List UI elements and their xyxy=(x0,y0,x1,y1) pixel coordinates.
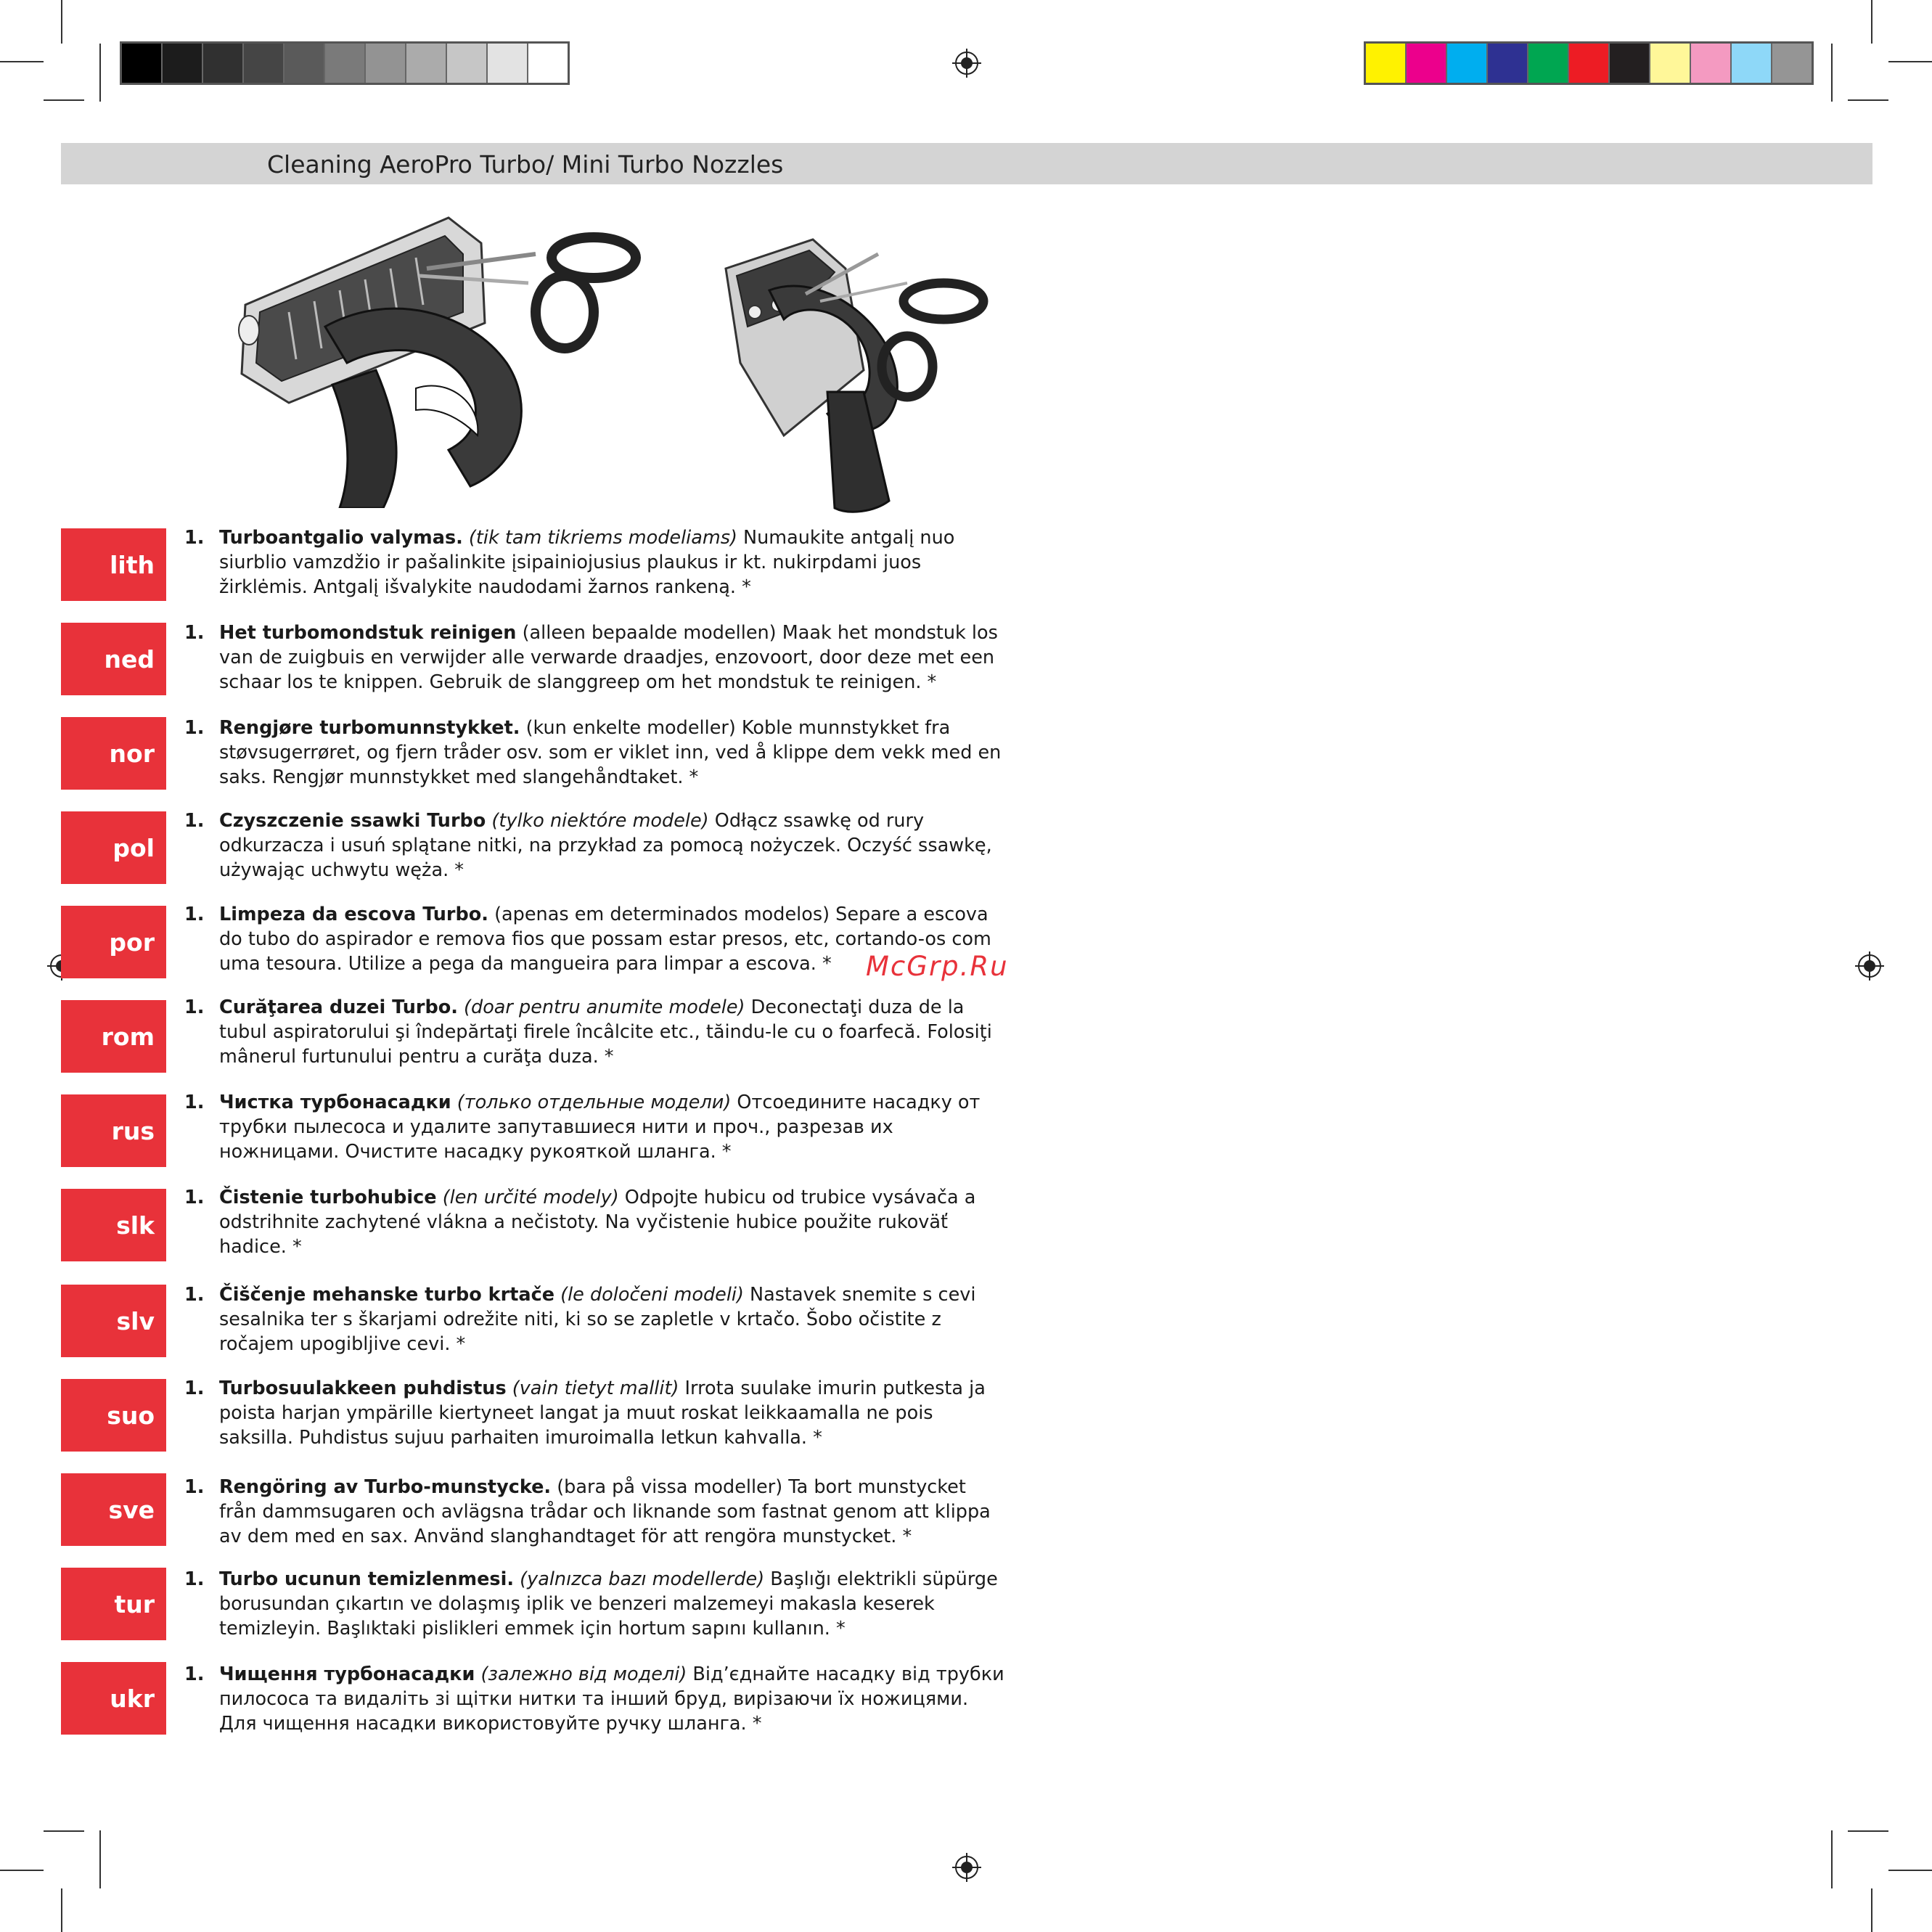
language-code: ukr xyxy=(110,1684,155,1713)
step-number: 1. xyxy=(184,810,205,832)
registration-mark-icon xyxy=(952,1853,981,1882)
instruction-text: Başlığı elektrikli süpürge borusundan çıkartın ve dolaşmış iplik ve benzeri malzemeyi makasla keserek temizleyin. Başlıktaki pislikleri emmek için hortum sapını kullanın. * xyxy=(219,1568,998,1640)
color-swatch xyxy=(1366,44,1407,83)
language-tab-sve xyxy=(61,1473,166,1546)
instruction-text: Nastavek snemite s cevi sesalnika ter s škarjami odrežite niti, ki so se zapletle v krtačo. Šobo očistite z ročajem upogibljive cevi. * xyxy=(219,1284,976,1355)
crop-mark xyxy=(99,1830,101,1888)
instruction-title: Czyszczenie ssawki Turbo xyxy=(219,810,486,832)
instruction-tur xyxy=(184,1567,1004,1641)
instruction-lith xyxy=(184,525,1004,599)
color-swatch xyxy=(1650,44,1691,83)
instruction-qualifier: (только отдельные модели) xyxy=(451,1092,732,1113)
instruction-title: Čiščenje mehanske turbo krtače xyxy=(219,1284,555,1306)
crop-mark xyxy=(1871,0,1872,44)
step-number: 1. xyxy=(184,1568,205,1590)
color-swatch xyxy=(1691,44,1732,83)
instruction-title: Curăţarea duzei Turbo. xyxy=(219,996,458,1018)
instruction-title: Turboantgalio valymas. xyxy=(219,527,463,549)
instruction-text: (kun enkelte modeller) Koble munnstykket fra støvsugerrøret, og fjern tråder osv. som er viklet inn, ved å klippe dem vekk med en saks. Rengjør munnstykket med slangehåndtaket. * xyxy=(219,717,1002,788)
instruction-text: Numaukite antgalį nuo siurblio vamzdžio ir pašalinkite įsipainiojusius plaukus ir kt. nukirpdami juos žirklėmis. Antgalį išvalykite naudodami žarnos rankeną. * xyxy=(219,527,955,598)
language-tab-pol xyxy=(61,811,166,884)
color-swatch xyxy=(1528,44,1569,83)
language-tab-slk xyxy=(61,1189,166,1261)
language-tab-rom xyxy=(61,1000,166,1073)
instruction-slv xyxy=(184,1282,1004,1356)
instruction-ned xyxy=(184,621,1004,695)
crop-mark xyxy=(1888,1870,1932,1871)
language-code: por xyxy=(109,928,155,957)
instruction-text: Odpojte hubicu od trubice vysávača a odstrihnite zachytené vlákna a nečistoty. Na vyčistenie hubice použite rukoväť hadice. * xyxy=(219,1187,976,1258)
language-tab-slv xyxy=(61,1285,166,1357)
instruction-qualifier: (vain tietyt mallit) xyxy=(506,1378,679,1399)
language-tab-suo xyxy=(61,1379,166,1452)
instruction-qualifier: (tik tam tikriems modeliams) xyxy=(462,527,737,549)
instruction-title: Čistenie turbohubice xyxy=(219,1187,437,1208)
color-swatch xyxy=(1772,44,1812,83)
language-tab-lith xyxy=(61,528,166,601)
process-color-bar xyxy=(1364,41,1814,85)
language-code: ned xyxy=(104,644,155,674)
instruction-qualifier: (залежно від моделі) xyxy=(475,1663,687,1685)
instruction-pol xyxy=(184,809,1004,883)
color-swatch xyxy=(447,44,488,83)
instruction-sve xyxy=(184,1475,1004,1549)
instruction-title: Чистка турбонасадки xyxy=(219,1092,451,1113)
language-tab-tur xyxy=(61,1568,166,1640)
instruction-ukr xyxy=(184,1662,1004,1736)
color-swatch xyxy=(1610,44,1650,83)
language-tab-ned xyxy=(61,623,166,695)
color-swatch xyxy=(366,44,406,83)
color-swatch xyxy=(1488,44,1528,83)
language-code: suo xyxy=(107,1401,155,1430)
language-tab-nor xyxy=(61,717,166,790)
language-code: slv xyxy=(116,1306,155,1335)
instruction-rom xyxy=(184,995,1004,1069)
crop-mark xyxy=(1888,61,1932,62)
step-number: 1. xyxy=(184,717,205,739)
color-swatch xyxy=(1447,44,1488,83)
instruction-qualifier: (len určité modely) xyxy=(436,1187,619,1208)
instruction-rus xyxy=(184,1090,1004,1164)
crop-mark xyxy=(1831,44,1833,102)
instruction-text: (apenas em determinados modelos) Separe a escova do tubo do aspirador e remova fios que possam estar presos, etc, cortando-os com uma tesoura. Utilize a pega da mangueira para limpar a escova. * xyxy=(219,904,991,975)
instruction-title: Het turbomondstuk reinigen xyxy=(219,622,517,644)
instruction-text: Від’єднайте насадку від трубки пилососа та видаліть зі щітки нитки та інший бруд, вирізаючи їх ножицями. Для чищення насадки використовуйте ручку шланга. * xyxy=(219,1663,1004,1735)
language-tab-ukr xyxy=(61,1662,166,1735)
crop-mark xyxy=(44,99,84,101)
turbo-nozzle-illustration xyxy=(231,203,695,508)
color-swatch xyxy=(1569,44,1610,83)
language-code: sve xyxy=(108,1495,155,1524)
crop-mark xyxy=(44,1830,84,1832)
instruction-title: Чищення турбонасадки xyxy=(219,1663,475,1685)
instruction-qualifier: (le določeni modeli) xyxy=(554,1284,744,1306)
instruction-qualifier: (doar pentru anumite modele) xyxy=(457,996,745,1018)
color-swatch xyxy=(406,44,447,83)
instruction-text: Odłącz ssawkę od rury odkurzacza i usuń splątane nitki, na przykład za pomocą nożyczek. Oczyść ssawkę, używając uchwytu węża. * xyxy=(219,810,992,881)
page-title: Cleaning AeroPro Turbo/ Mini Turbo Nozzles xyxy=(267,150,784,179)
language-code: tur xyxy=(114,1589,155,1618)
step-number: 1. xyxy=(184,1284,205,1306)
step-number: 1. xyxy=(184,1378,205,1399)
instruction-text: (bara på vissa modeller) Ta bort munstycket från dammsugaren och avlägsna trådar och liknande som fastnat genom att klippa av dem med en sax. Använd slanghandtaget för att rengöra munstycket. * xyxy=(219,1476,991,1547)
registration-mark-icon xyxy=(952,49,981,78)
instruction-title: Turbosuulakkeen puhdistus xyxy=(219,1378,507,1399)
instruction-title: Rengjøre turbomunnstykket. xyxy=(219,717,520,739)
instruction-suo xyxy=(184,1376,1004,1450)
crop-mark xyxy=(1871,1888,1872,1932)
color-swatch xyxy=(203,44,244,83)
language-tab-por xyxy=(61,906,166,978)
instruction-qualifier: (yalnızca bazı modellerde) xyxy=(514,1568,765,1590)
instruction-slk xyxy=(184,1185,1004,1259)
instruction-qualifier: (tylko niektóre modele) xyxy=(486,810,709,832)
crop-mark xyxy=(61,1888,62,1932)
instruction-nor xyxy=(184,716,1004,790)
color-swatch xyxy=(1407,44,1447,83)
color-swatch xyxy=(528,44,568,83)
color-swatch xyxy=(325,44,366,83)
step-number: 1. xyxy=(184,1663,205,1685)
crop-mark xyxy=(0,1870,44,1871)
grayscale-color-bar xyxy=(120,41,570,85)
color-swatch xyxy=(122,44,163,83)
instruction-text: (alleen bepaalde modellen) Maak het mondstuk los van de zuigbuis en verwijder alle verwarde draadjes, enzovoort, door deze met een schaar los te knippen. Gebruik de slanggreep om het mondstuk te reinigen. * xyxy=(219,622,998,693)
language-code: rom xyxy=(101,1022,155,1051)
instruction-title: Limpeza da escova Turbo. xyxy=(219,904,488,925)
instruction-title: Rengöring av Turbo-munstycke. xyxy=(219,1476,552,1498)
step-number: 1. xyxy=(184,1476,205,1498)
crop-mark xyxy=(1848,99,1888,101)
crop-mark xyxy=(61,0,62,44)
instruction-text: Отсоедините насадку от трубки пылесоса и удалите запутавшиеся нити и проч., разрезав их ножницами. Очистите насадку рукояткой шланга. * xyxy=(219,1092,981,1163)
crop-mark xyxy=(99,44,101,102)
color-swatch xyxy=(488,44,528,83)
crop-mark xyxy=(1848,1830,1888,1832)
language-code: lith xyxy=(110,550,155,579)
section-header-bar xyxy=(61,143,1872,184)
step-number: 1. xyxy=(184,527,205,549)
language-code: nor xyxy=(109,739,155,768)
crop-mark xyxy=(1831,1830,1833,1888)
step-number: 1. xyxy=(184,1187,205,1208)
color-swatch xyxy=(1732,44,1772,83)
language-code: pol xyxy=(112,833,155,862)
color-swatch xyxy=(244,44,285,83)
instruction-text: Deconectaţi duza de la tubul aspiratorului şi îndepărtaţi firele încâlcite etc., tăindu-le cu o foarfecă. Folosiţi mânerul furtunului pentru a curăţa duza. * xyxy=(219,996,992,1068)
watermark: McGrp.Ru xyxy=(866,951,1009,982)
language-code: slk xyxy=(116,1211,155,1240)
mini-turbo-nozzle-illustration xyxy=(719,225,1016,515)
instruction-title: Turbo ucunun temizlenmesi. xyxy=(219,1568,515,1590)
color-swatch xyxy=(163,44,203,83)
step-number: 1. xyxy=(184,622,205,644)
step-number: 1. xyxy=(184,996,205,1018)
step-number: 1. xyxy=(184,904,205,925)
color-swatch xyxy=(285,44,325,83)
language-tab-rus xyxy=(61,1094,166,1167)
language-code: rus xyxy=(111,1116,155,1145)
instruction-text: Irrota suulake imurin putkesta ja poista harjan ympärille kiertyneet langat ja muut roskat leikkaamalla ne pois saksilla. Puhdistus sujuu parhaiten imuroimalla letkun kahvalla. * xyxy=(219,1378,986,1449)
step-number: 1. xyxy=(184,1092,205,1113)
registration-mark-icon xyxy=(1855,951,1884,981)
crop-mark xyxy=(0,61,44,62)
